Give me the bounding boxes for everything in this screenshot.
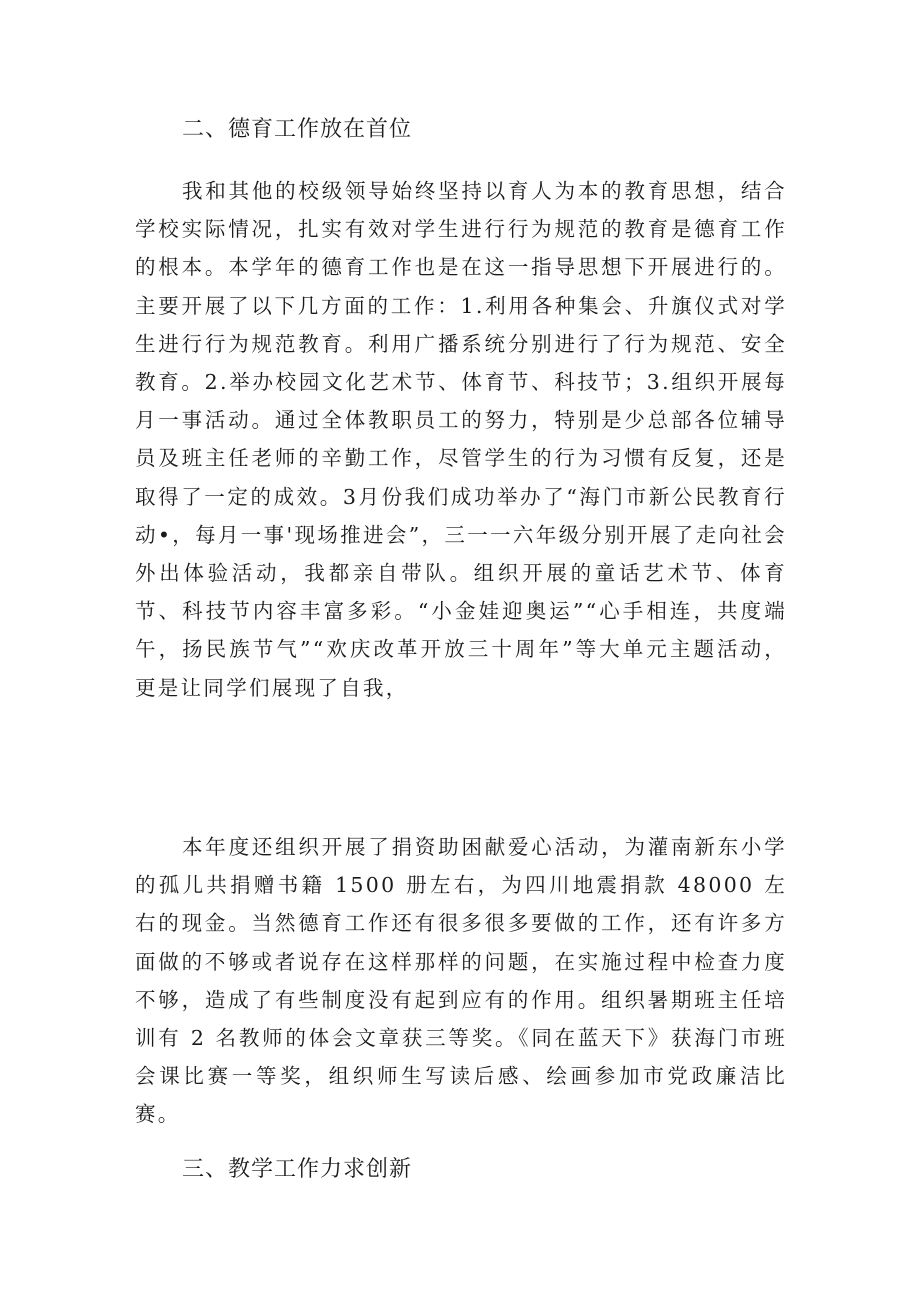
section-heading-teaching-innovation: 三、教学工作力求创新 — [182, 1157, 413, 1182]
section-heading-moral-education: 二、德育工作放在首位 — [182, 117, 413, 142]
paragraph-charity-activities: 本年度还组织开展了捐资助困献爱心活动，为灌南新东小学的孤儿共捐赠书籍 1500 册左右，为四川地震捐款 48000 左右的现金。当然德育工作还有很多很多要做的工作，还有许多方面做的不够或者说存在这样那样的问题，在实施过程中检查力度不够，造成了有些制度没有起到应有的作用。组织暑期班主任培训有 2 名教师的体会文章获三等奖。《同在蓝天下》获海门市班会课比赛一等奖，组织师生写读后感、绘画参加市党政廉洁比赛。 — [135, 835, 787, 1127]
paragraph-moral-education-work: 我和其他的校级领导始终坚持以育人为本的教育思想，结合学校实际情况，扎实有效对学生进行行为规范的教育是德育工作的根本。本学年的德育工作也是在这一指导思想下开展进行的。主要开展了以下几方面的工作：1.利用各种集会、升旗仪式对学生进行行为规范教育。利用广播系统分别进行了行为规范、安全教育。2.举办校园文化艺术节、体育节、科技节；3.组织开展每月一事活动。通过全体教职员工的努力，特别是少总部各位辅导员及班主任老师的辛勤工作，尽管学生的行为习惯有反复，还是取得了一定的成效。3月份我们成功举办了“海门市新公民教育行动•，每月一事'现场推进会”，三一一六年级分别开展了走向社会外出体验活动，我都亲自带队。组织开展的童话艺术节、体育节、科技节内容丰富多彩。“小金娃迎奥运”“心手相连，共度端午，扬民族节气”“欢庆改革开放三十周年”等大单元主题活动，更是让同学们展现了自我， — [135, 179, 787, 700]
